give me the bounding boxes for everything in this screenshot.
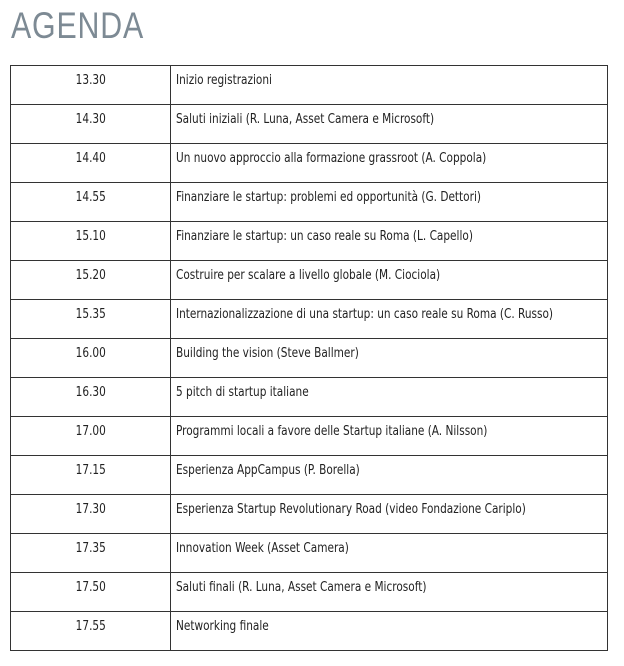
agenda-event-cell [171,144,608,183]
agenda-time-cell [11,417,171,456]
agenda-row [11,573,608,612]
agenda-event-cell [171,222,608,261]
agenda-event: Finanziare le startup: un caso reale su Roma (L. Capello) [176,229,473,244]
agenda-row [11,612,608,651]
agenda-table-body [11,66,608,651]
agenda-time: 15.10 [75,229,106,244]
agenda-time-cell [11,66,171,105]
agenda-event-cell [171,495,608,534]
agenda-time-cell [11,456,171,495]
agenda-event: 5 pitch di startup italiane [176,385,309,400]
agenda-event: Inizio registrazioni [176,73,272,88]
agenda-row [11,144,608,183]
agenda-row [11,456,608,495]
agenda-event: Costruire per scalare a livello globale (M. Ciociola) [176,268,441,283]
agenda-event: Esperienza Startup Revolutionary Road (video Fondazione Cariplo) [176,502,526,517]
agenda-row [11,222,608,261]
agenda-time-cell [11,612,171,651]
agenda-event-cell [171,105,608,144]
agenda-time: 17.35 [75,541,106,556]
agenda-event: Saluti iniziali (R. Luna, Asset Camera e Microsoft) [176,112,435,127]
agenda-event: Esperienza AppCampus (P. Borella) [176,463,360,478]
agenda-event-cell [171,378,608,417]
agenda-time: 14.40 [75,151,106,166]
agenda-time-cell [11,261,171,300]
agenda-time: 17.55 [75,619,106,634]
agenda-event-cell [171,339,608,378]
agenda-time: 17.30 [75,502,106,517]
agenda-time: 17.15 [75,463,106,478]
agenda-event: Internazionalizzazione di una startup: un caso reale su Roma (C. Russo) [176,307,554,322]
agenda-time-cell [11,495,171,534]
agenda-time-cell [11,534,171,573]
agenda-event-cell [171,456,608,495]
agenda-time: 14.30 [75,112,106,127]
agenda-event: Programmi locali a favore delle Startup italiane (A. Nilsson) [176,424,488,439]
agenda-time-cell [11,339,171,378]
page-title: AGENDA [11,5,145,46]
agenda-event: Networking finale [176,619,269,634]
agenda-event: Saluti finali (R. Luna, Asset Camera e Microsoft) [176,580,427,595]
agenda-time-cell [11,105,171,144]
agenda-event-cell [171,417,608,456]
agenda-event: Building the vision (Steve Ballmer) [176,346,359,361]
agenda-time-cell [11,144,171,183]
agenda-row [11,300,608,339]
agenda-row [11,183,608,222]
agenda-event: Innovation Week (Asset Camera) [176,541,349,556]
agenda-event-cell [171,300,608,339]
agenda-time: 14.55 [75,190,106,205]
agenda-event: Un nuovo approccio alla formazione grassroot (A. Coppola) [176,151,487,166]
agenda-table [10,65,608,651]
agenda-row [11,378,608,417]
agenda-time: 17.50 [75,580,106,595]
agenda-event-cell [171,261,608,300]
agenda-time-cell [11,183,171,222]
agenda-row [11,495,608,534]
agenda-row [11,417,608,456]
agenda-time: 15.35 [75,307,106,322]
agenda-row [11,339,608,378]
agenda-row [11,261,608,300]
agenda-time: 16.00 [75,346,106,361]
agenda-time: 17.00 [75,424,106,439]
agenda-event: Finanziare le startup: problemi ed opportunità (G. Dettori) [176,190,481,205]
agenda-event-cell [171,66,608,105]
agenda-event-cell [171,573,608,612]
agenda-time-cell [11,573,171,612]
agenda-time: 16.30 [75,385,106,400]
agenda-event-cell [171,183,608,222]
agenda-time: 15.20 [75,268,106,283]
agenda-row [11,105,608,144]
agenda-row [11,66,608,105]
agenda-event-cell [171,534,608,573]
agenda-time-cell [11,222,171,261]
agenda-time: 13.30 [75,73,106,88]
agenda-time-cell [11,300,171,339]
agenda-row [11,534,608,573]
agenda-event-cell [171,612,608,651]
agenda-time-cell [11,378,171,417]
